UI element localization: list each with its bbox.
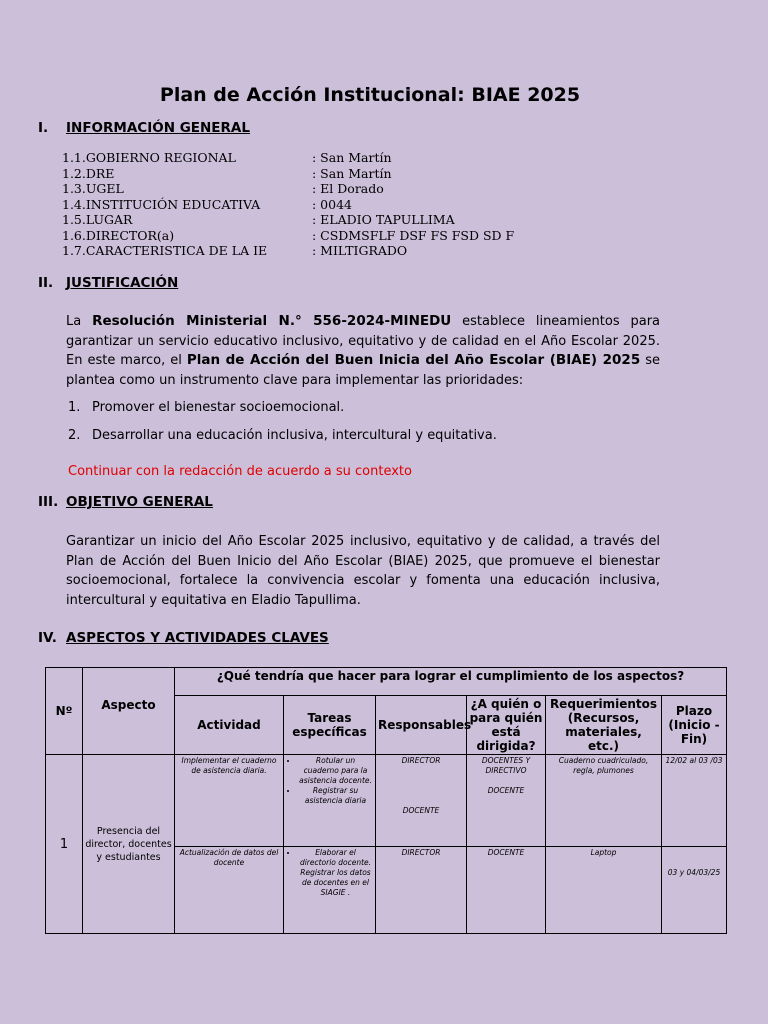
section-label: ASPECTOS Y ACTIVIDADES CLAVES	[66, 630, 329, 646]
aspects-table	[45, 667, 727, 934]
responsible-cell	[376, 755, 467, 846]
info-value: : MILTIGRADO	[312, 243, 408, 258]
header-aspect: Aspecto	[83, 668, 175, 755]
objective-paragraph: Garantizar un inicio del Año Escolar 2025 inclusivo, equitativo y de calidad, a través del Plan de Acción del Buen Inicio del Año Escolar (BIAE) 2025, que promueve el bienestar socioemocional, fortalece la convivencia escolar y fomenta una educación inclusiva, intercultural y equitativa en Eladio Tapullima.	[66, 534, 660, 608]
header-activity: Actividad	[175, 696, 284, 755]
header-target: ¿A quién o para quién está dirigida?	[467, 696, 546, 755]
term-cell: 12/02 al 03 /03	[662, 755, 727, 846]
section-heading-general-info	[38, 120, 250, 136]
list-text: Promover el bienestar socioemocional.	[92, 400, 345, 415]
page-title: Plan de Acción Institucional: BIAE 2025	[159, 84, 581, 106]
priority-list	[68, 400, 497, 456]
header-responsible: Responsables	[376, 696, 467, 755]
target-cell	[467, 755, 546, 846]
info-key: 1.2.DRE	[62, 165, 115, 181]
tasks-cell	[284, 755, 376, 846]
task-item: • Elaborar el directorio docente. Registrar los datos de docentes en el SIAGIE .	[298, 848, 373, 898]
justification-paragraph	[66, 312, 660, 390]
target: DOCENTE	[487, 786, 525, 796]
list-item	[68, 428, 497, 456]
text: establece lineamientos para garantizar un servicio educativo inclusivo, equitativo y de calidad en el Año Escolar 2025. En este marco, el	[66, 314, 661, 368]
info-value: : ELADIO TAPULLIMA	[312, 212, 455, 227]
section-label: JUSTIFICACIÓN	[66, 275, 179, 291]
info-row	[62, 243, 514, 259]
list-number: 1.	[68, 400, 81, 415]
section-label: OBJETIVO GENERAL	[66, 494, 213, 510]
tasks-cell	[284, 846, 376, 933]
aspect-cell: Presencia del director, docentes y estudiantes	[83, 755, 175, 934]
info-row	[62, 166, 514, 182]
plan-name: Plan de Acción del Buen Inicia del Año Escolar (BIAE) 2025	[186, 352, 641, 368]
header-requirements: Requerimientos (Recursos, materiales, etc.)	[546, 696, 662, 755]
header-question: ¿Qué tendría que hacer para lograr el cumplimiento de los aspectos?	[175, 668, 727, 696]
list-text: Desarrollar una educación inclusiva, intercultural y equitativa.	[92, 428, 497, 443]
section-number: I.	[38, 120, 49, 136]
info-row	[62, 228, 514, 244]
section-label: INFORMACIÓN GENERAL	[66, 120, 250, 136]
section-number: IV.	[38, 630, 57, 646]
responsible-cell: DIRECTOR	[376, 846, 467, 933]
context-note: Continuar con la redacción de acuerdo a su contexto	[68, 464, 412, 479]
requirements-cell: Laptop	[546, 846, 662, 933]
activity-cell: Implementar el cuaderno de asistencia diaria.	[175, 755, 284, 846]
responsible: DIRECTOR	[401, 756, 441, 766]
section-heading-justification	[38, 275, 178, 291]
header-number: Nº	[46, 668, 83, 755]
info-key: 1.6.DIRECTOR(a)	[62, 227, 175, 243]
info-value: : El Dorado	[312, 181, 384, 196]
text: La	[66, 314, 82, 329]
text: se plantea como un instrumento clave para implementar las prioridades:	[66, 353, 660, 388]
section-heading-objective	[38, 494, 213, 510]
section-heading-aspects	[38, 630, 329, 646]
info-key: 1.7.CARACTERISTICA DE LA IE	[62, 243, 268, 258]
resolution-name: Resolución Ministerial N.° 556-2024-MINEDU	[92, 313, 452, 329]
list-number: 2.	[68, 428, 81, 443]
info-key: 1.4.INSTITUCIÓN EDUCATIVA	[62, 196, 261, 212]
responsible: DOCENTE	[402, 806, 440, 816]
info-value: : CSDMSFLF DSF FS FSD SD F	[312, 227, 515, 243]
info-value: : San Martín	[312, 150, 392, 165]
section-number: III.	[38, 494, 59, 510]
info-value: : 0044	[312, 196, 352, 212]
task-item: • Rotular un cuaderno para la asistencia docente.	[298, 756, 373, 786]
info-key: 1.3.UGEL	[62, 181, 124, 196]
header-term: Plazo (Inicio - Fin)	[662, 696, 727, 755]
requirements-cell: Cuaderno cuadriculado, regla, plumones	[546, 755, 662, 846]
target: DOCENTES Y DIRECTIVO	[481, 756, 531, 776]
table-row	[46, 755, 727, 846]
term: 03 y 04/03/25	[667, 867, 721, 877]
row-number: 1	[46, 755, 83, 934]
info-key: 1.5.LUGAR	[62, 212, 133, 227]
section-number: II.	[38, 275, 54, 291]
general-info-list	[62, 150, 514, 259]
info-row	[62, 197, 514, 213]
task-item: • Registrar su asistencia diaria	[298, 786, 373, 806]
info-key: 1.1.GOBIERNO REGIONAL	[62, 150, 236, 165]
term-cell	[662, 846, 727, 933]
info-row	[62, 181, 514, 197]
activity-cell: Actualización de datos del docente	[175, 846, 284, 933]
header-tasks: Tareas específicas	[284, 696, 376, 755]
info-row	[62, 150, 514, 166]
info-row	[62, 212, 514, 228]
info-value: : San Martín	[312, 165, 392, 181]
list-item	[68, 400, 497, 428]
target-cell: DOCENTE	[467, 846, 546, 933]
